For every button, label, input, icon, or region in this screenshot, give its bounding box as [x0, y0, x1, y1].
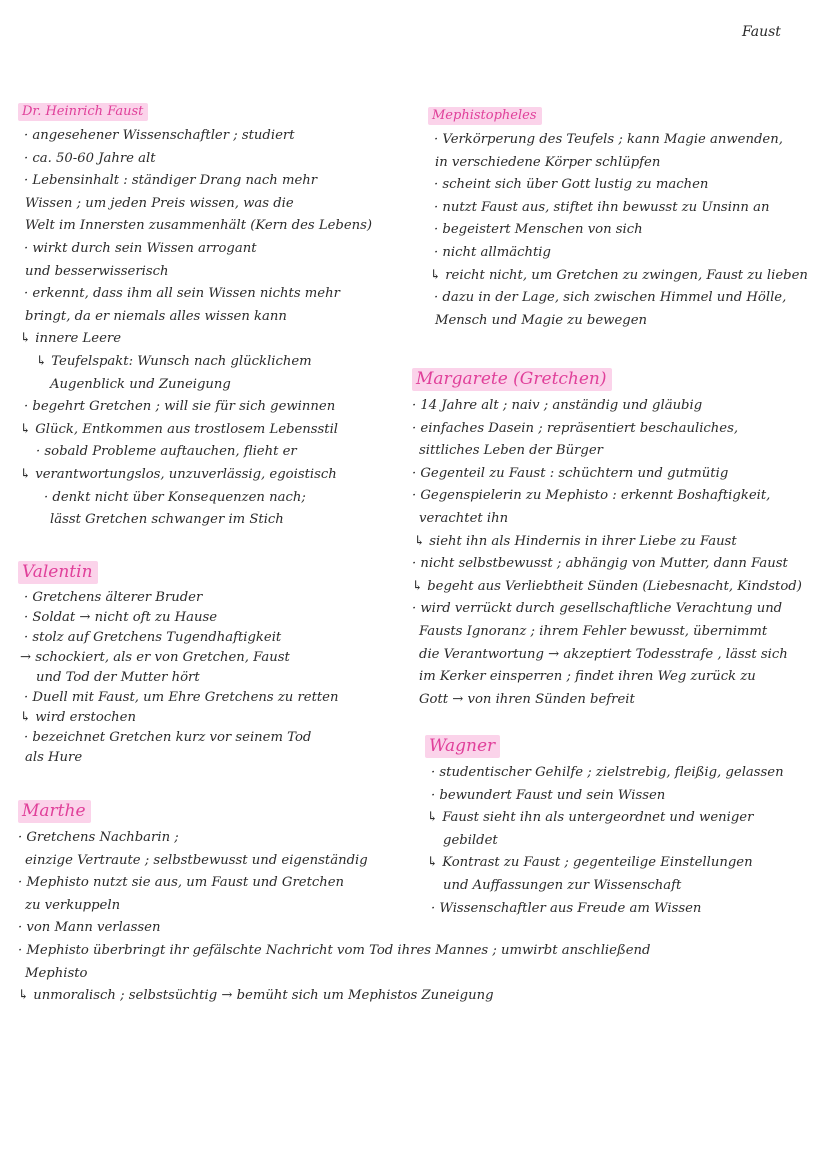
wagner-line: · bewundert Faust und sein Wissen — [431, 787, 666, 803]
marthe-line: · Mephisto überbringt ihr gefälschte Nachricht vom Tod ihres Mannes ; umwirbt anschließend — [18, 942, 651, 958]
marthe-line: · Mephisto nutzt sie aus, um Faust und Gretchen — [18, 875, 345, 891]
valentin-line: · Gretchens älterer Bruder — [24, 590, 203, 605]
faust-line: lässt Gretchen schwanger im Stich — [50, 512, 284, 528]
mephisto-line: · dazu in der Lage, sich zwischen Himmel und Hölle, — [434, 290, 787, 306]
faust-line: Wissen ; um jeden Preis wissen, was die — [25, 195, 294, 211]
valentin-line: ↳ wird erstochen — [20, 710, 136, 725]
wagner-line: und Auffassungen zur Wissenschaft — [443, 877, 682, 893]
marthe-line: · von Mann verlassen — [18, 920, 161, 936]
wagner-line: ↳ Kontrast zu Faust ; gegenteilige Einstellungen — [427, 855, 753, 871]
gretchen-line: · nicht selbstbewusst ; abhängig von Mutter, dann Faust — [412, 556, 788, 572]
faust-line: ↳ Teufelspakt: Wunsch nach glücklichem — [36, 353, 312, 369]
mephisto-line: · nicht allmächtig — [434, 244, 551, 260]
gretchen-line: · Gegenteil zu Faust : schüchtern und gutmütig — [412, 465, 729, 481]
valentin-line: · bezeichnet Gretchen kurz vor seinem Tod — [24, 730, 312, 745]
gretchen-line: sittliches Leben der Bürger — [419, 443, 603, 459]
faust-line: bringt, da er niemals alles wissen kann — [25, 308, 287, 324]
section-faust — [18, 100, 408, 532]
faust-line: und besserwisserisch — [25, 263, 169, 279]
faust-line: · ca. 50-60 Jahre alt — [24, 150, 156, 166]
faust-line: · wirkt durch sein Wissen arrogant — [24, 240, 257, 256]
gretchen-line: die Verantwortung → akzeptiert Todesstrafe , lässt sich — [419, 646, 788, 662]
heading-mephisto: Mephistopheles — [428, 107, 542, 125]
faust-line: · angesehener Wissenschaftler ; studiert — [24, 128, 295, 143]
mephisto-line: ↳ reicht nicht, um Gretchen zu zwingen, Faust zu lieben — [430, 267, 808, 283]
faust-line: ↳ verantwortungslos, unzuverlässig, egoistisch — [20, 466, 337, 482]
faust-line: · sobald Probleme auftauchen, flieht er — [36, 444, 297, 460]
faust-line: ↳ Glück, Entkommen aus trostlosem Lebensstil — [20, 421, 339, 437]
wagner-line: · Wissenschaftler aus Freude am Wissen — [431, 900, 702, 916]
faust-line: · erkennt, dass ihm all sein Wissen nichts mehr — [24, 286, 340, 302]
heading-gretchen: Margarete (Gretchen) — [412, 368, 612, 391]
gretchen-line: ↳ sieht ihn als Hindernis in ihrer Liebe zu Faust — [414, 533, 737, 549]
faust-line: ↳ innere Leere — [20, 331, 122, 347]
heading-marthe: Marthe — [18, 800, 91, 823]
valentin-line: und Tod der Mutter hört — [36, 670, 200, 685]
faust-line: Augenblick und Zuneigung — [50, 376, 231, 392]
marthe-line: zu verkuppeln — [25, 897, 121, 913]
faust-line: · denkt nicht über Konsequenzen nach; — [44, 489, 306, 505]
gretchen-line: Gott → von ihren Sünden befreit — [419, 691, 635, 707]
mephisto-line: · scheint sich über Gott lustig zu machen — [434, 177, 709, 193]
mephisto-line: · nutzt Faust aus, stiftet ihn bewusst zu Unsinn an — [434, 199, 770, 215]
valentin-line: · Soldat → nicht oft zu Hause — [24, 610, 218, 625]
valentin-line: · Duell mit Faust, um Ehre Gretchens zu retten — [24, 690, 339, 705]
wagner-line: · studentischer Gehilfe ; zielstrebig, fleißig, gelassen — [431, 765, 784, 780]
marthe-line: · Gretchens Nachbarin ; — [18, 830, 179, 845]
faust-line: Welt im Innersten zusammenhält (Kern des Lebens) — [25, 218, 373, 234]
faust-line: · begehrt Gretchen ; will sie für sich gewinnen — [24, 399, 336, 415]
marthe-line: einzige Vertraute ; selbstbewusst und eigenständig — [25, 852, 368, 868]
gretchen-line: · einfaches Dasein ; repräsentiert beschauliches, — [412, 420, 739, 436]
gretchen-line: · Gegenspielerin zu Mephisto : erkennt Boshaftigkeit, — [412, 488, 771, 504]
gretchen-line: · 14 Jahre alt ; naiv ; anständig und gläubig — [412, 398, 703, 413]
gretchen-line: Fausts Ignoranz ; ihrem Fehler bewusst, übernimmt — [419, 623, 768, 639]
wagner-line: ↳ Faust sieht ihn als untergeordnet und weniger — [427, 810, 754, 826]
section-wagner — [425, 735, 820, 920]
mephisto-line: · Verkörperung des Teufels ; kann Magie anwenden, — [434, 132, 783, 147]
section-mephisto — [428, 104, 820, 332]
mephisto-line: in verschiedene Körper schlüpfen — [435, 154, 661, 170]
mephisto-line: Mensch und Magie zu bewegen — [435, 312, 647, 328]
marthe-line: Mephisto — [25, 965, 88, 981]
heading-wagner: Wagner — [425, 735, 500, 758]
gretchen-line: im Kerker einsperren ; findet ihren Weg zurück zu — [419, 669, 756, 685]
heading-faust: Dr. Heinrich Faust — [18, 103, 148, 121]
page-title: Faust — [742, 24, 781, 40]
marthe-line: ↳ unmoralisch ; selbstsüchtig → bemüht sich um Mephistos Zuneigung — [18, 988, 494, 1004]
gretchen-line: ↳ begeht aus Verliebtheit Sünden (Liebesnacht, Kindstod) — [412, 578, 802, 594]
gretchen-line: verachtet ihn — [419, 510, 509, 526]
mephisto-line: · begeistert Menschen von sich — [434, 222, 643, 238]
gretchen-line: · wird verrückt durch gesellschaftliche Verachtung und — [412, 601, 783, 617]
section-gretchen — [412, 368, 820, 711]
faust-line: · Lebensinhalt : ständiger Drang nach mehr — [24, 173, 318, 189]
wagner-line: gebildet — [443, 832, 498, 848]
heading-valentin: Valentin — [18, 561, 98, 584]
section-valentin — [18, 561, 408, 768]
valentin-line: als Hure — [25, 750, 83, 765]
valentin-line: → schockiert, als er von Gretchen, Faust — [20, 650, 290, 665]
valentin-line: · stolz auf Gretchens Tugendhaftigkeit — [24, 630, 282, 645]
